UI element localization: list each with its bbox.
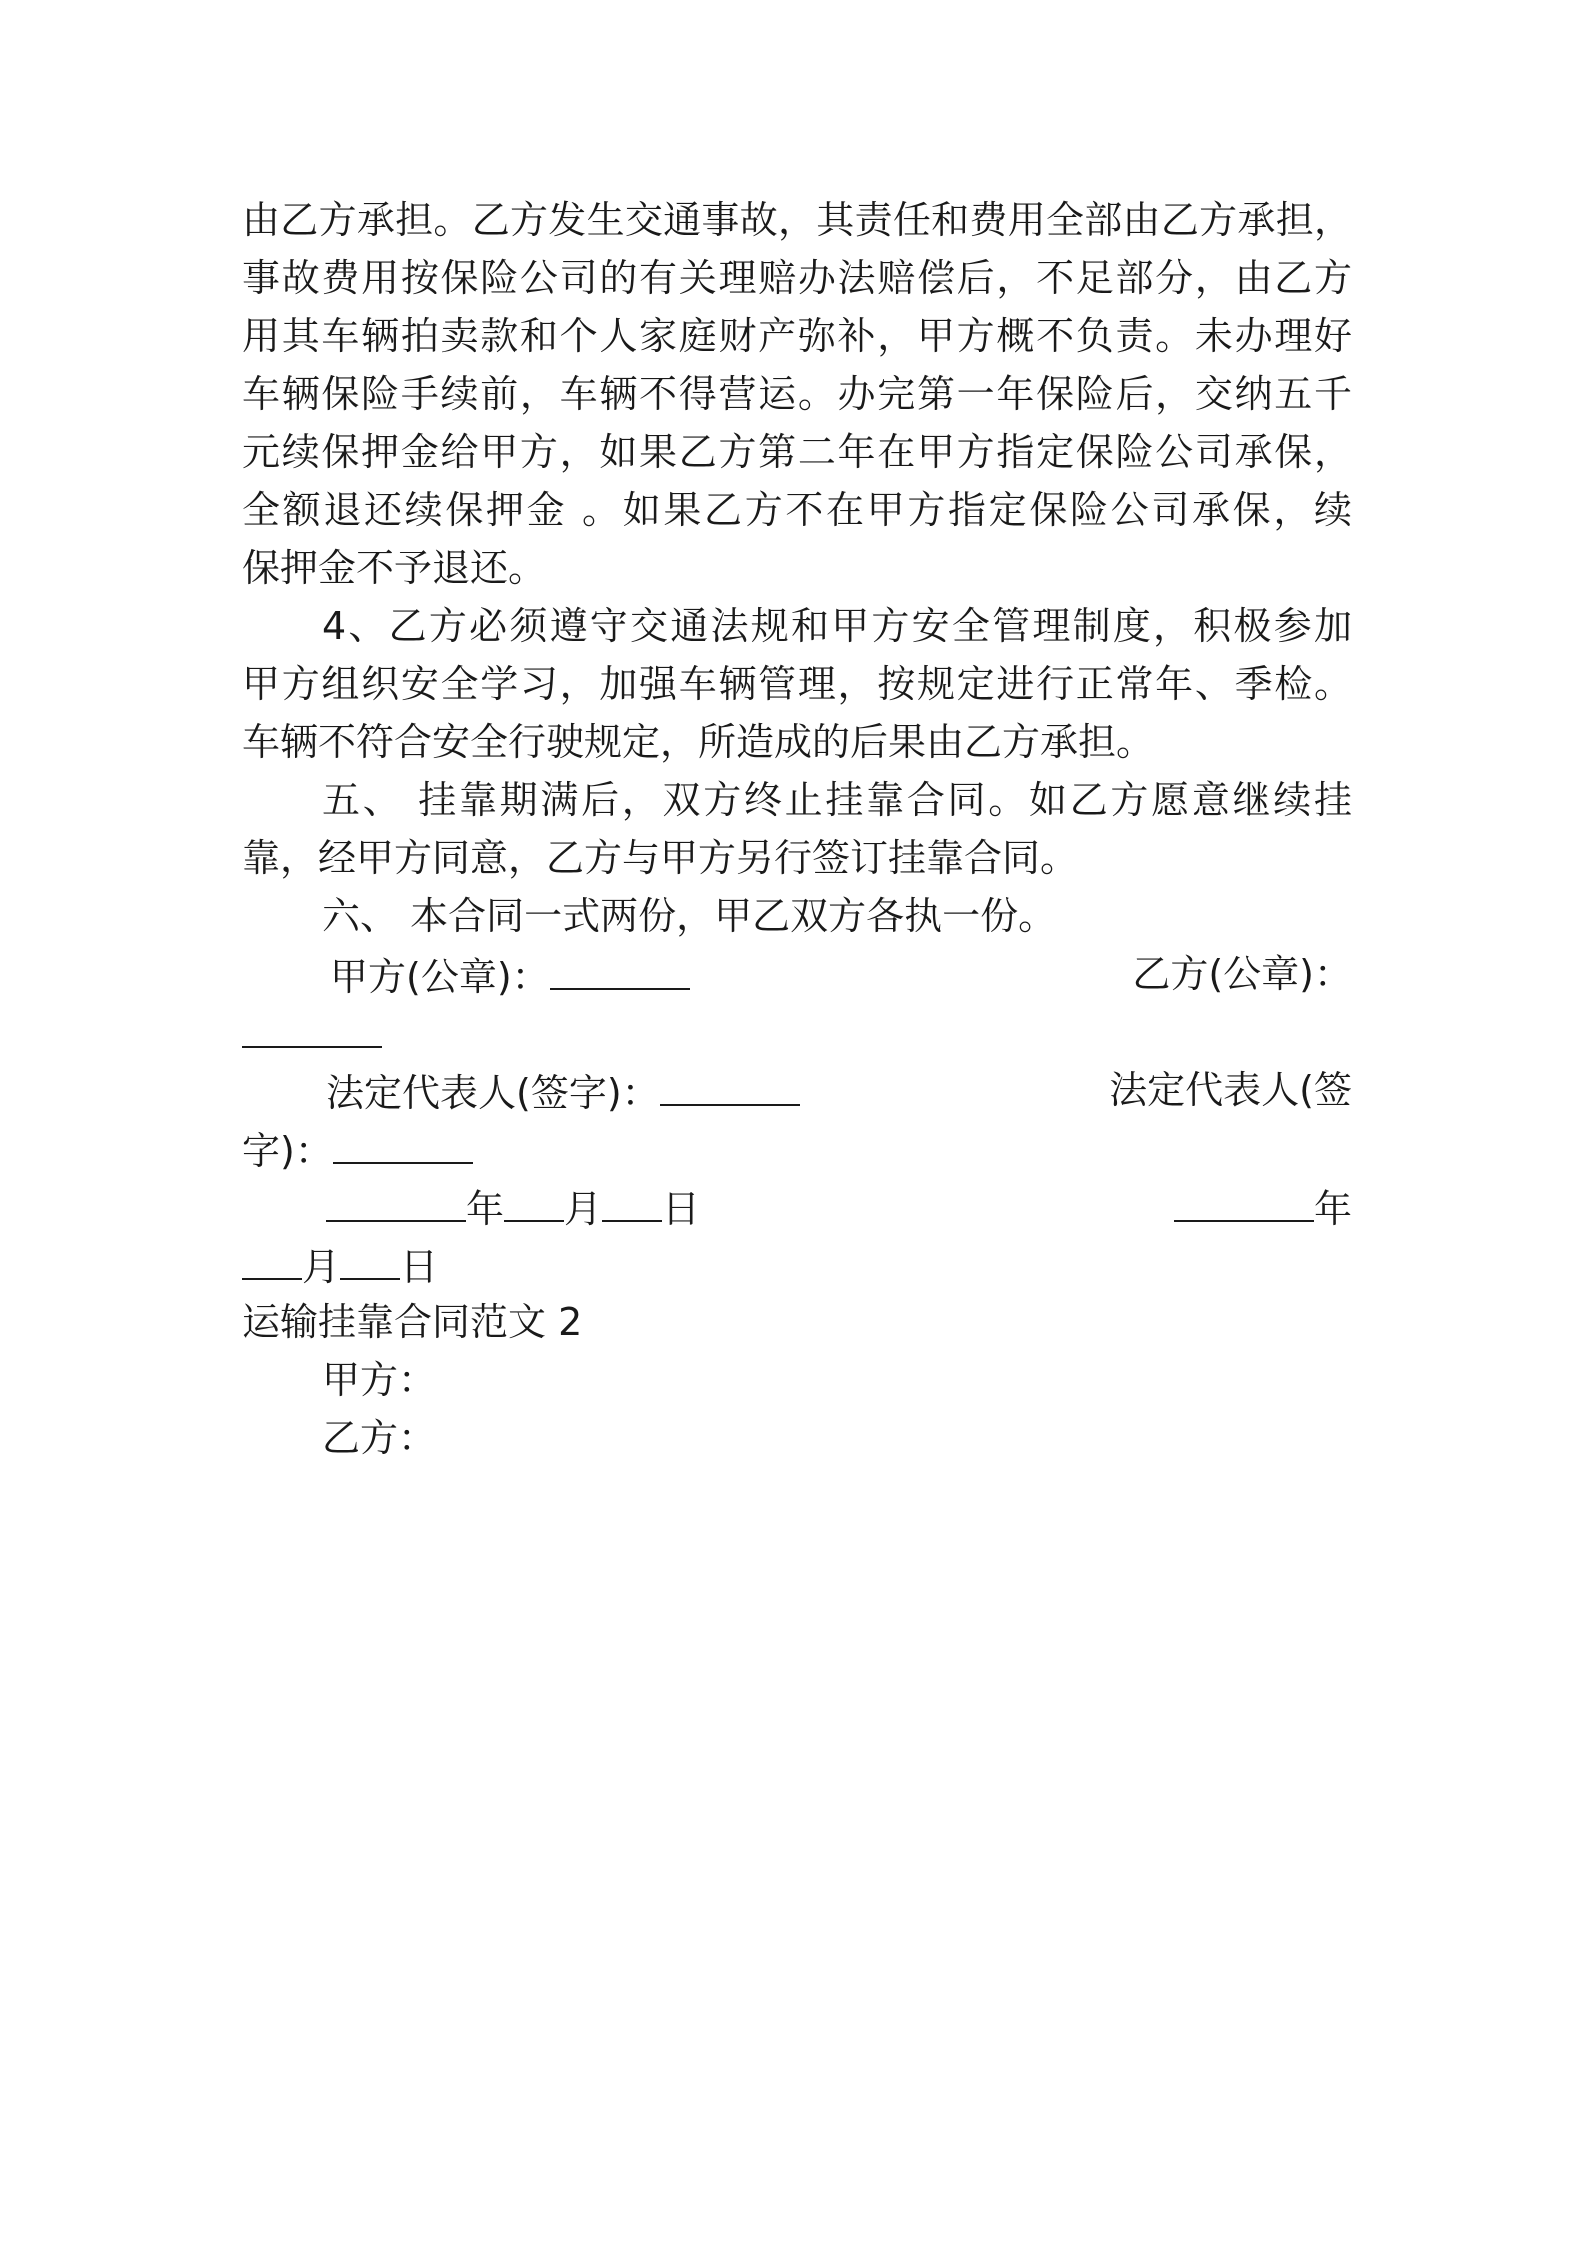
body-line-2: 事故费用按保险公司的有关理赔办法赔偿后，不足部分，由乙方	[242, 256, 1352, 300]
body-line-5: 元续保押金给甲方，如果乙方第二年在甲方指定保险公司承保，	[242, 430, 1352, 474]
body-line-4: 车辆保险手续前，车辆不得营运。办完第一年保险后，交纳五千	[242, 372, 1352, 416]
date-a-month-blank[interactable]	[504, 1176, 564, 1222]
seal-row	[242, 944, 1352, 1004]
body-line-1: 由乙方承担。乙方发生交通事故，其责任和费用全部由乙方承担，	[242, 198, 1352, 242]
party-a-seal-blank[interactable]	[550, 944, 690, 990]
party-b-seal-blank[interactable]	[242, 1002, 382, 1048]
date-a-month-label: 月	[564, 1187, 603, 1231]
section-2-party-a: 甲方：	[322, 1358, 437, 1402]
clause-6-line: 六、 本合同一式两份，甲乙双方各执一份。	[322, 894, 1057, 938]
date-row	[242, 1176, 1352, 1236]
date-b-day-blank[interactable]	[340, 1234, 400, 1280]
clause-4-line-3: 车辆不符合安全行驶规定，所造成的后果由乙方承担。	[242, 720, 1155, 764]
date-a	[326, 1176, 700, 1239]
section-2-title: 运输挂靠合同范文 2	[242, 1300, 583, 1344]
party-b-seal-label: 乙方(公章)：	[1132, 952, 1352, 996]
body-line-6: 全额退还续保押金 。如果乙方不在甲方指定保险公司承保，续	[242, 488, 1352, 532]
party-a-seal-label: 甲方(公章)：	[330, 955, 550, 999]
body-line-7: 保押金不予退还。	[242, 546, 547, 590]
section-2-party-b: 乙方：	[322, 1416, 437, 1460]
clause-4-line-2: 甲方组织安全学习，加强车辆管理，按规定进行正常年、季检。	[242, 662, 1352, 706]
date-b-year	[1174, 1176, 1352, 1239]
date-b-year-blank[interactable]	[1174, 1176, 1314, 1222]
date-b-row	[242, 1234, 1352, 1294]
date-a-year-blank[interactable]	[326, 1176, 466, 1222]
clause-5-line-2: 靠，经甲方同意，乙方与甲方另行签订挂靠合同。	[242, 836, 1079, 880]
clause-5-line-1: 五、 挂靠期满后，双方终止挂靠合同。如乙方愿意继续挂	[322, 778, 1352, 822]
date-b-day-label: 日	[400, 1245, 439, 1289]
date-b-year-label: 年	[1313, 1187, 1352, 1231]
legal-rep-b-row	[242, 1118, 1352, 1178]
date-a-day-label: 日	[662, 1187, 701, 1231]
date-b-month-label: 月	[302, 1245, 341, 1289]
legal-rep-a	[326, 1060, 800, 1123]
legal-rep-b-label-part2: 字)：	[242, 1129, 333, 1173]
legal-rep-a-blank[interactable]	[660, 1060, 800, 1106]
party-b-seal-blank-row	[242, 1002, 1352, 1062]
legal-rep-b-blank[interactable]	[333, 1118, 473, 1164]
body-line-3: 用其车辆拍卖款和个人家庭财产弥补，甲方概不负责。未办理好	[242, 314, 1352, 358]
legal-rep-row	[242, 1060, 1352, 1120]
date-a-day-blank[interactable]	[602, 1176, 662, 1222]
date-b-month-blank[interactable]	[242, 1234, 302, 1280]
party-a-seal	[330, 944, 690, 1007]
legal-rep-a-label: 法定代表人(签字)：	[326, 1071, 660, 1115]
clause-4-line-1: 4、乙方必须遵守交通法规和甲方安全管理制度，积极参加	[322, 604, 1352, 648]
legal-rep-b-label-part1: 法定代表人(签	[1109, 1068, 1352, 1112]
date-a-year-label: 年	[466, 1187, 505, 1231]
